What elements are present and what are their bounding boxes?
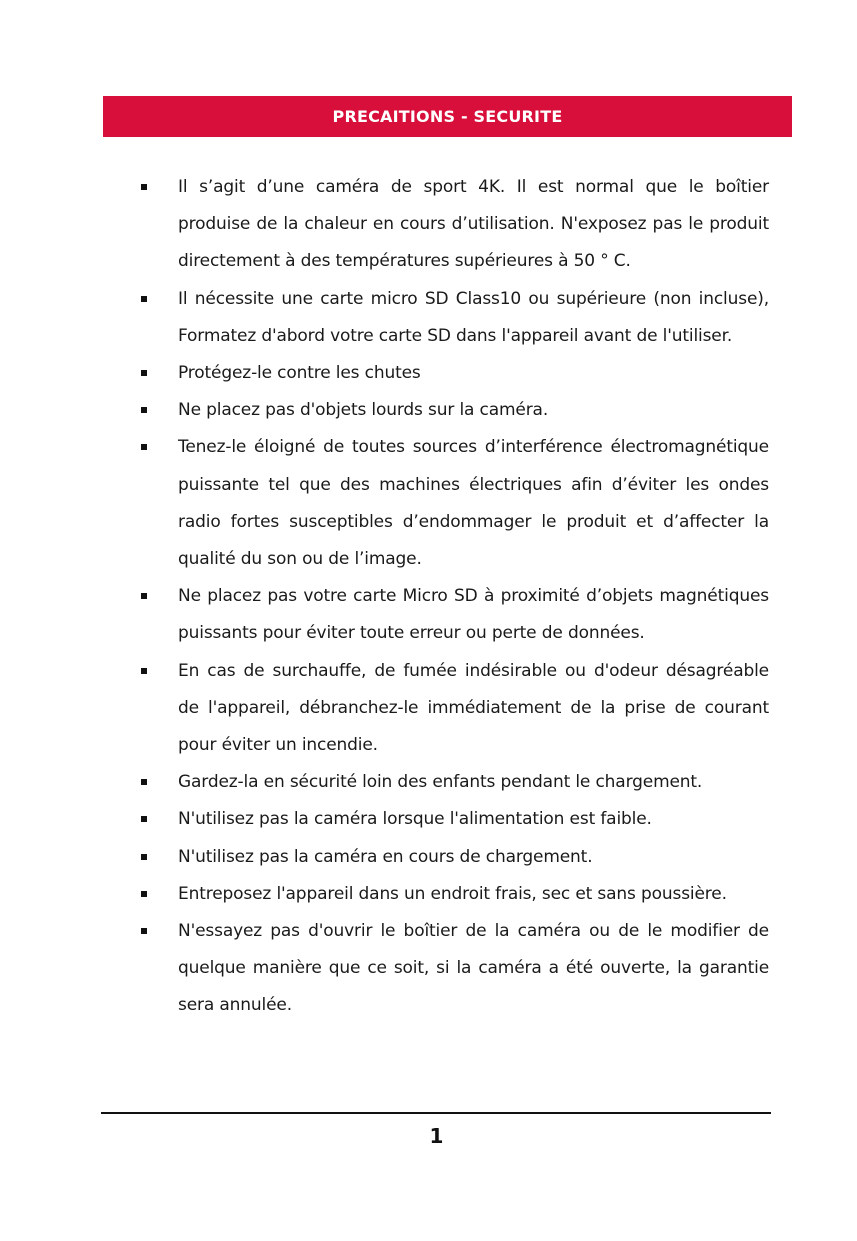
square-bullet-icon [141, 854, 147, 860]
list-item [0, 764, 857, 801]
square-bullet-icon [141, 668, 147, 674]
square-bullet-icon [141, 370, 147, 376]
list-item-text: N'utilisez pas la caméra en cours de chargement. [178, 846, 593, 867]
square-bullet-icon [141, 296, 147, 302]
list-item [0, 355, 857, 392]
list-item-text: N'utilisez pas la caméra lorsque l'alimentation est faible. [178, 809, 652, 830]
square-bullet-icon [141, 816, 147, 822]
list-item [0, 169, 857, 281]
list-item-text: Protégez-le contre les chutes [178, 363, 421, 384]
list-item-text: Ne placez pas votre carte Micro SD à proximité d’objets magnétiques puissants pour éviter toute erreur ou perte de données. [178, 586, 769, 644]
list-item [0, 801, 857, 838]
list-item-text: Ne placez pas d'objets lourds sur la caméra. [178, 400, 549, 421]
list-item-text: N'essayez pas d'ouvrir le boîtier de la caméra ou de le modifier de quelque manière que ce soit, si la caméra a été ouverte, la garantie sera annulée. [178, 921, 769, 1016]
section-header-band [103, 96, 792, 137]
list-item-text: Gardez-la en sécurité loin des enfants pendant le chargement. [178, 772, 703, 793]
list-item [0, 429, 857, 578]
list-item-text: Il nécessite une carte micro SD Class10 ou supérieure (non incluse), Formatez d'abord votre carte SD dans l'appareil avant de l'utiliser. [178, 288, 769, 346]
list-item [0, 913, 857, 1025]
square-bullet-icon [141, 593, 147, 599]
list-item-text: Tenez-le éloigné de toutes sources d’interférence électromagnétique puissante tel que des machines électriques afin d’éviter les ondes radio fortes susceptibles d’endommager le produit et d’affecter la qualité du son ou de l’image. [178, 437, 769, 570]
list-item [0, 839, 857, 876]
list-item-text: Il s’agit d’une caméra de sport 4K. Il est normal que le boîtier produise de la chaleur en cours d’utilisation. N'exposez pas le produit directement à des températures supérieures à 50 ° C. [178, 177, 769, 272]
list-item-text: Entreposez l'appareil dans un endroit frais, sec et sans poussière. [178, 883, 727, 904]
list-item [0, 578, 857, 652]
list-item [0, 281, 857, 355]
square-bullet-icon [141, 444, 147, 450]
list-item [0, 653, 857, 765]
section-title: PRECAITIONS - SECURITE [332, 107, 563, 126]
footer-divider [101, 1112, 771, 1114]
square-bullet-icon [141, 779, 147, 785]
square-bullet-icon [141, 184, 147, 190]
square-bullet-icon [141, 407, 147, 413]
list-item [0, 392, 857, 429]
precautions-list [0, 169, 857, 1025]
square-bullet-icon [141, 928, 147, 934]
square-bullet-icon [141, 891, 147, 897]
list-item-text: En cas de surchauffe, de fumée indésirable ou d'odeur désagréable de l'appareil, débranchez-le immédiatement de la prise de courant pour éviter un incendie. [178, 660, 769, 756]
list-item [0, 876, 857, 913]
page-number: 1 [429, 1124, 444, 1148]
